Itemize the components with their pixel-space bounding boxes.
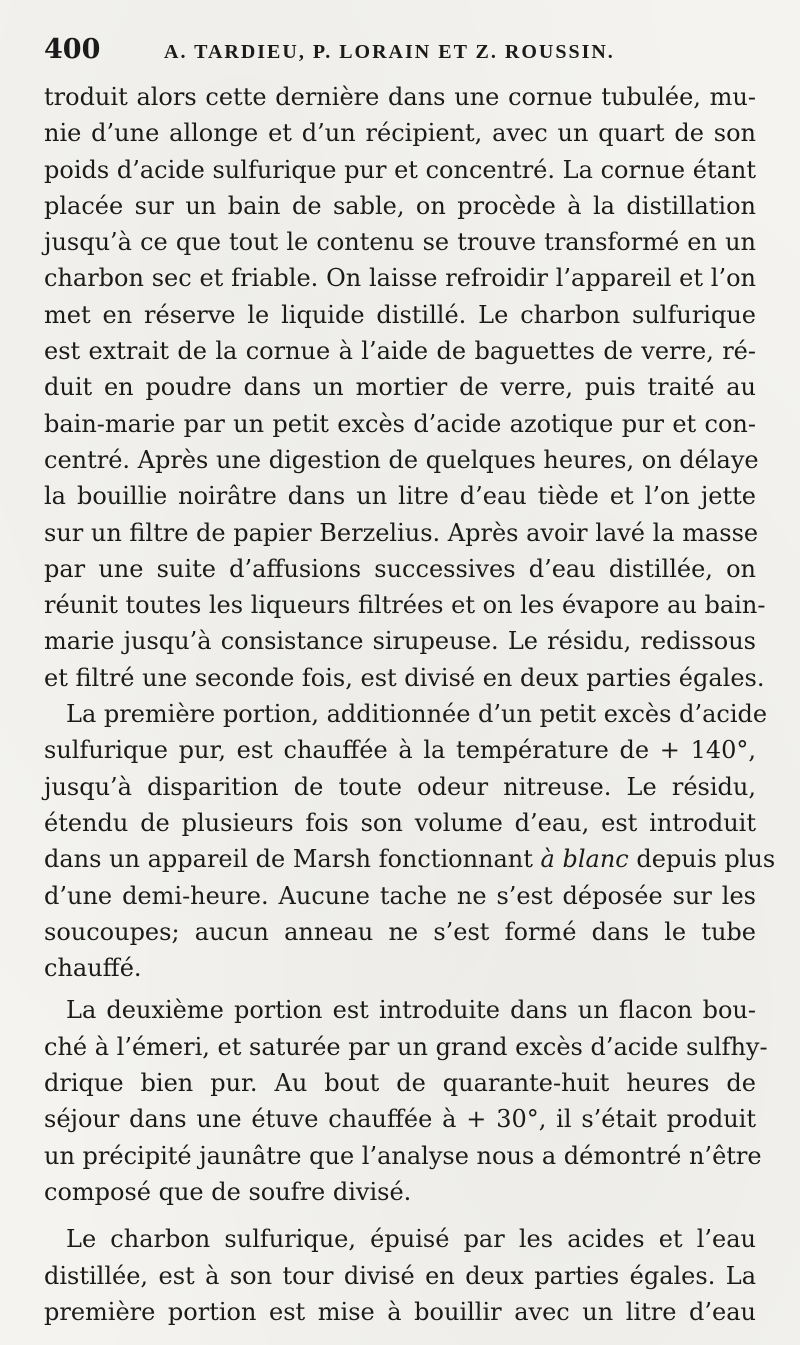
- text-line: sur un filtre de papier Berzelius. Après avoir lavé la masse: [44, 518, 759, 547]
- text-line: Le charbon sulfurique, épuisé par les acides et l’eau: [66, 1225, 756, 1254]
- text-line: marie jusqu’à consistance sirupeuse. Le résidu, redissous: [44, 627, 756, 656]
- text-line: La deuxième portion est introduite dans un flacon bou-: [66, 996, 756, 1025]
- text-line: séjour dans une étuve chauffée à + 30°, il s’était produit: [44, 1105, 756, 1134]
- text-line: bain-marie par un petit excès d’acide azotique pur et con-: [44, 409, 756, 438]
- text-line: est extrait de la cornue à l’aide de baguettes de verre, ré-: [44, 337, 756, 366]
- running-head: A. TARDIEU, P. LORAIN ET Z. ROUSSIN.: [164, 41, 615, 63]
- text-line: duit en poudre dans un mortier de verre, puis traité au: [44, 373, 756, 402]
- text-line: étendu de plusieurs fois son volume d’eau, est introduit: [44, 808, 756, 837]
- text-line: drique bien pur. Au bout de quarante-huit heures de: [44, 1069, 756, 1098]
- text-line: réunit toutes les liqueurs filtrées et on les évapore au bain-: [44, 591, 766, 620]
- text-line: soucoupes; aucun anneau ne s’est formé dans le tube: [44, 917, 756, 946]
- text-line: la bouillie noirâtre dans un litre d’eau tiède et l’on jette: [44, 482, 756, 511]
- paragraph: [44, 1221, 756, 1330]
- text-line: composé que de soufre divisé.: [44, 1177, 412, 1206]
- paragraph: [44, 696, 776, 986]
- text-line: un précipité jaunâtre que l’analyse nous a démontré n’être: [44, 1141, 762, 1170]
- paragraph: [44, 992, 768, 1210]
- page-number: 400: [44, 34, 101, 65]
- text-line: première portion est mise à bouillir avec un litre d’eau: [44, 1297, 756, 1326]
- text-line: distillée, est à son tour divisé en deux parties égales. La: [44, 1261, 756, 1290]
- text-line: troduit alors cette dernière dans une cornue tubulée, mu-: [44, 83, 756, 111]
- text-line: jusqu’à disparition de toute odeur nitreuse. Le résidu,: [44, 772, 756, 801]
- paragraph: [44, 79, 766, 696]
- text-line: chauffé.: [44, 954, 142, 983]
- text-line: met en réserve le liquide distillé. Le charbon sulfurique: [44, 300, 756, 329]
- text-line: par une suite d’affusions successives d’eau distillée, on: [44, 554, 756, 583]
- text-line: poids d’acide sulfurique pur et concentré. La cornue étant: [44, 155, 756, 184]
- text-line: sulfurique pur, est chauffée à la température de + 140°,: [44, 736, 756, 765]
- text-line: La première portion, additionnée d’un petit excès d’acide: [66, 700, 768, 729]
- text-line: jusqu’à ce que tout le contenu se trouve transformé en un: [44, 228, 756, 257]
- text-line: et filtré une seconde fois, est divisé en deux parties égales.: [44, 663, 765, 692]
- text-line: d’une demi-heure. Aucune tache ne s’est déposée sur les: [44, 881, 756, 910]
- body-text: [44, 79, 776, 1330]
- text-line: charbon sec et friable. On laisse refroidir l’appareil et l’on: [44, 264, 756, 293]
- text-line: nie d’une allonge et d’un récipient, avec un quart de son: [44, 119, 756, 148]
- text-line: placée sur un bain de sable, on procède à la distillation: [44, 191, 756, 220]
- page-header: [44, 34, 756, 65]
- text-line: ché à l’émeri, et saturée par un grand excès d’acide sulfhy-: [44, 1032, 768, 1061]
- text-segment: dans un appareil de Marsh fonctionnant: [44, 845, 533, 874]
- text-segment: depuis plus: [636, 845, 776, 874]
- italic-phrase: à blanc: [540, 845, 629, 874]
- text-line-with-italic: [44, 841, 776, 877]
- text-line: centré. Après une digestion de quelques heures, on délaye: [44, 445, 759, 474]
- paragraph-gap: [44, 1210, 756, 1221]
